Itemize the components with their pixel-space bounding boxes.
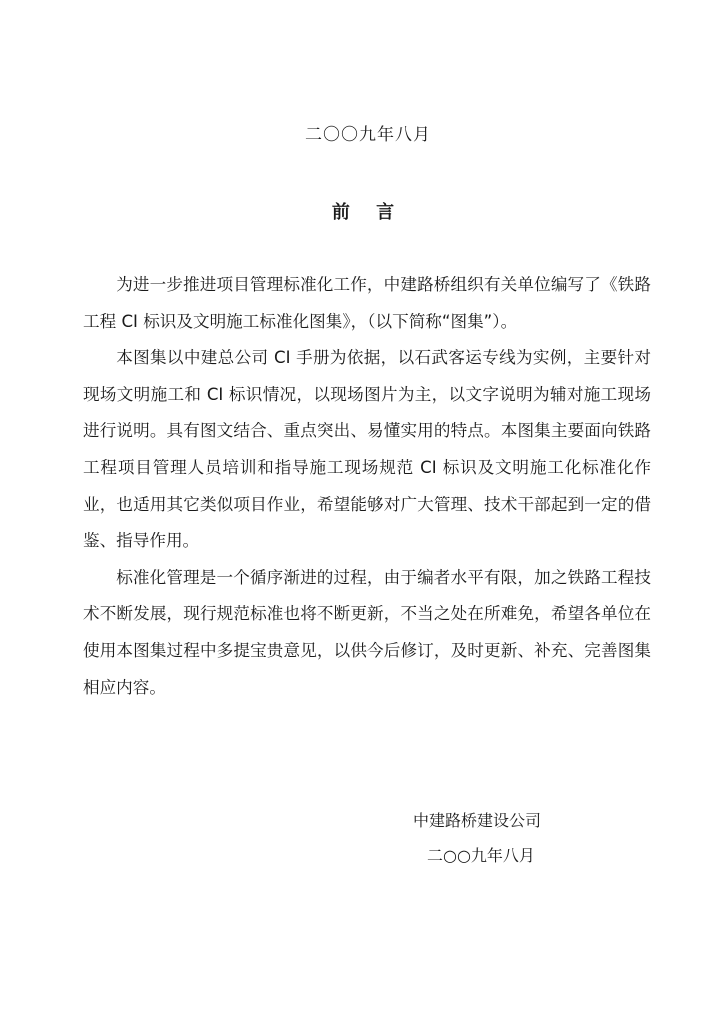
- signature-company: 中建路桥建设公司: [413, 811, 542, 830]
- preface-paragraph-1: 为进一步推进项目管理标准化工作，中建路桥组织有关单位编写了《铁路工程 CI 标识及文明施工标准化图集》，（以下简称“图集”）。: [83, 275, 651, 331]
- preface-paragraph-3: 标准化管理是一个循序渐进的过程，由于编者水平有限，加之铁路工程技术不断发展，现行规范标准也将不断更新，不当之处在所难免，希望各单位在使用本图集过程中多提宝贵意见，以供今后修订，及时更新、补充、完善图集相应内容。: [83, 567, 651, 697]
- preface-heading: 前 言: [331, 202, 405, 223]
- preface-paragraph-2: 本图集以中建总公司 CI 手册为依据，以石武客运专线为实例，主要针对现场文明施工和 CI 标识情况，以现场图片为主，以文字说明为辅对施工现场进行说明。具有图文结合、重点突出、易懂实用的特点。本图集主要面向铁路工程项目管理人员培训和指导施工现场规范 CI 标识及文明施工化标准化作业，也适用其它类似项目作业，希望能够对广大管理、技术干部起到一定的借鉴、指导作用。: [83, 348, 651, 551]
- signature-block: [413, 803, 553, 873]
- preface-body: [83, 267, 651, 706]
- signature-date: 二○○九年八月: [427, 846, 535, 865]
- document-date-top: 二〇〇九年八月: [305, 125, 431, 145]
